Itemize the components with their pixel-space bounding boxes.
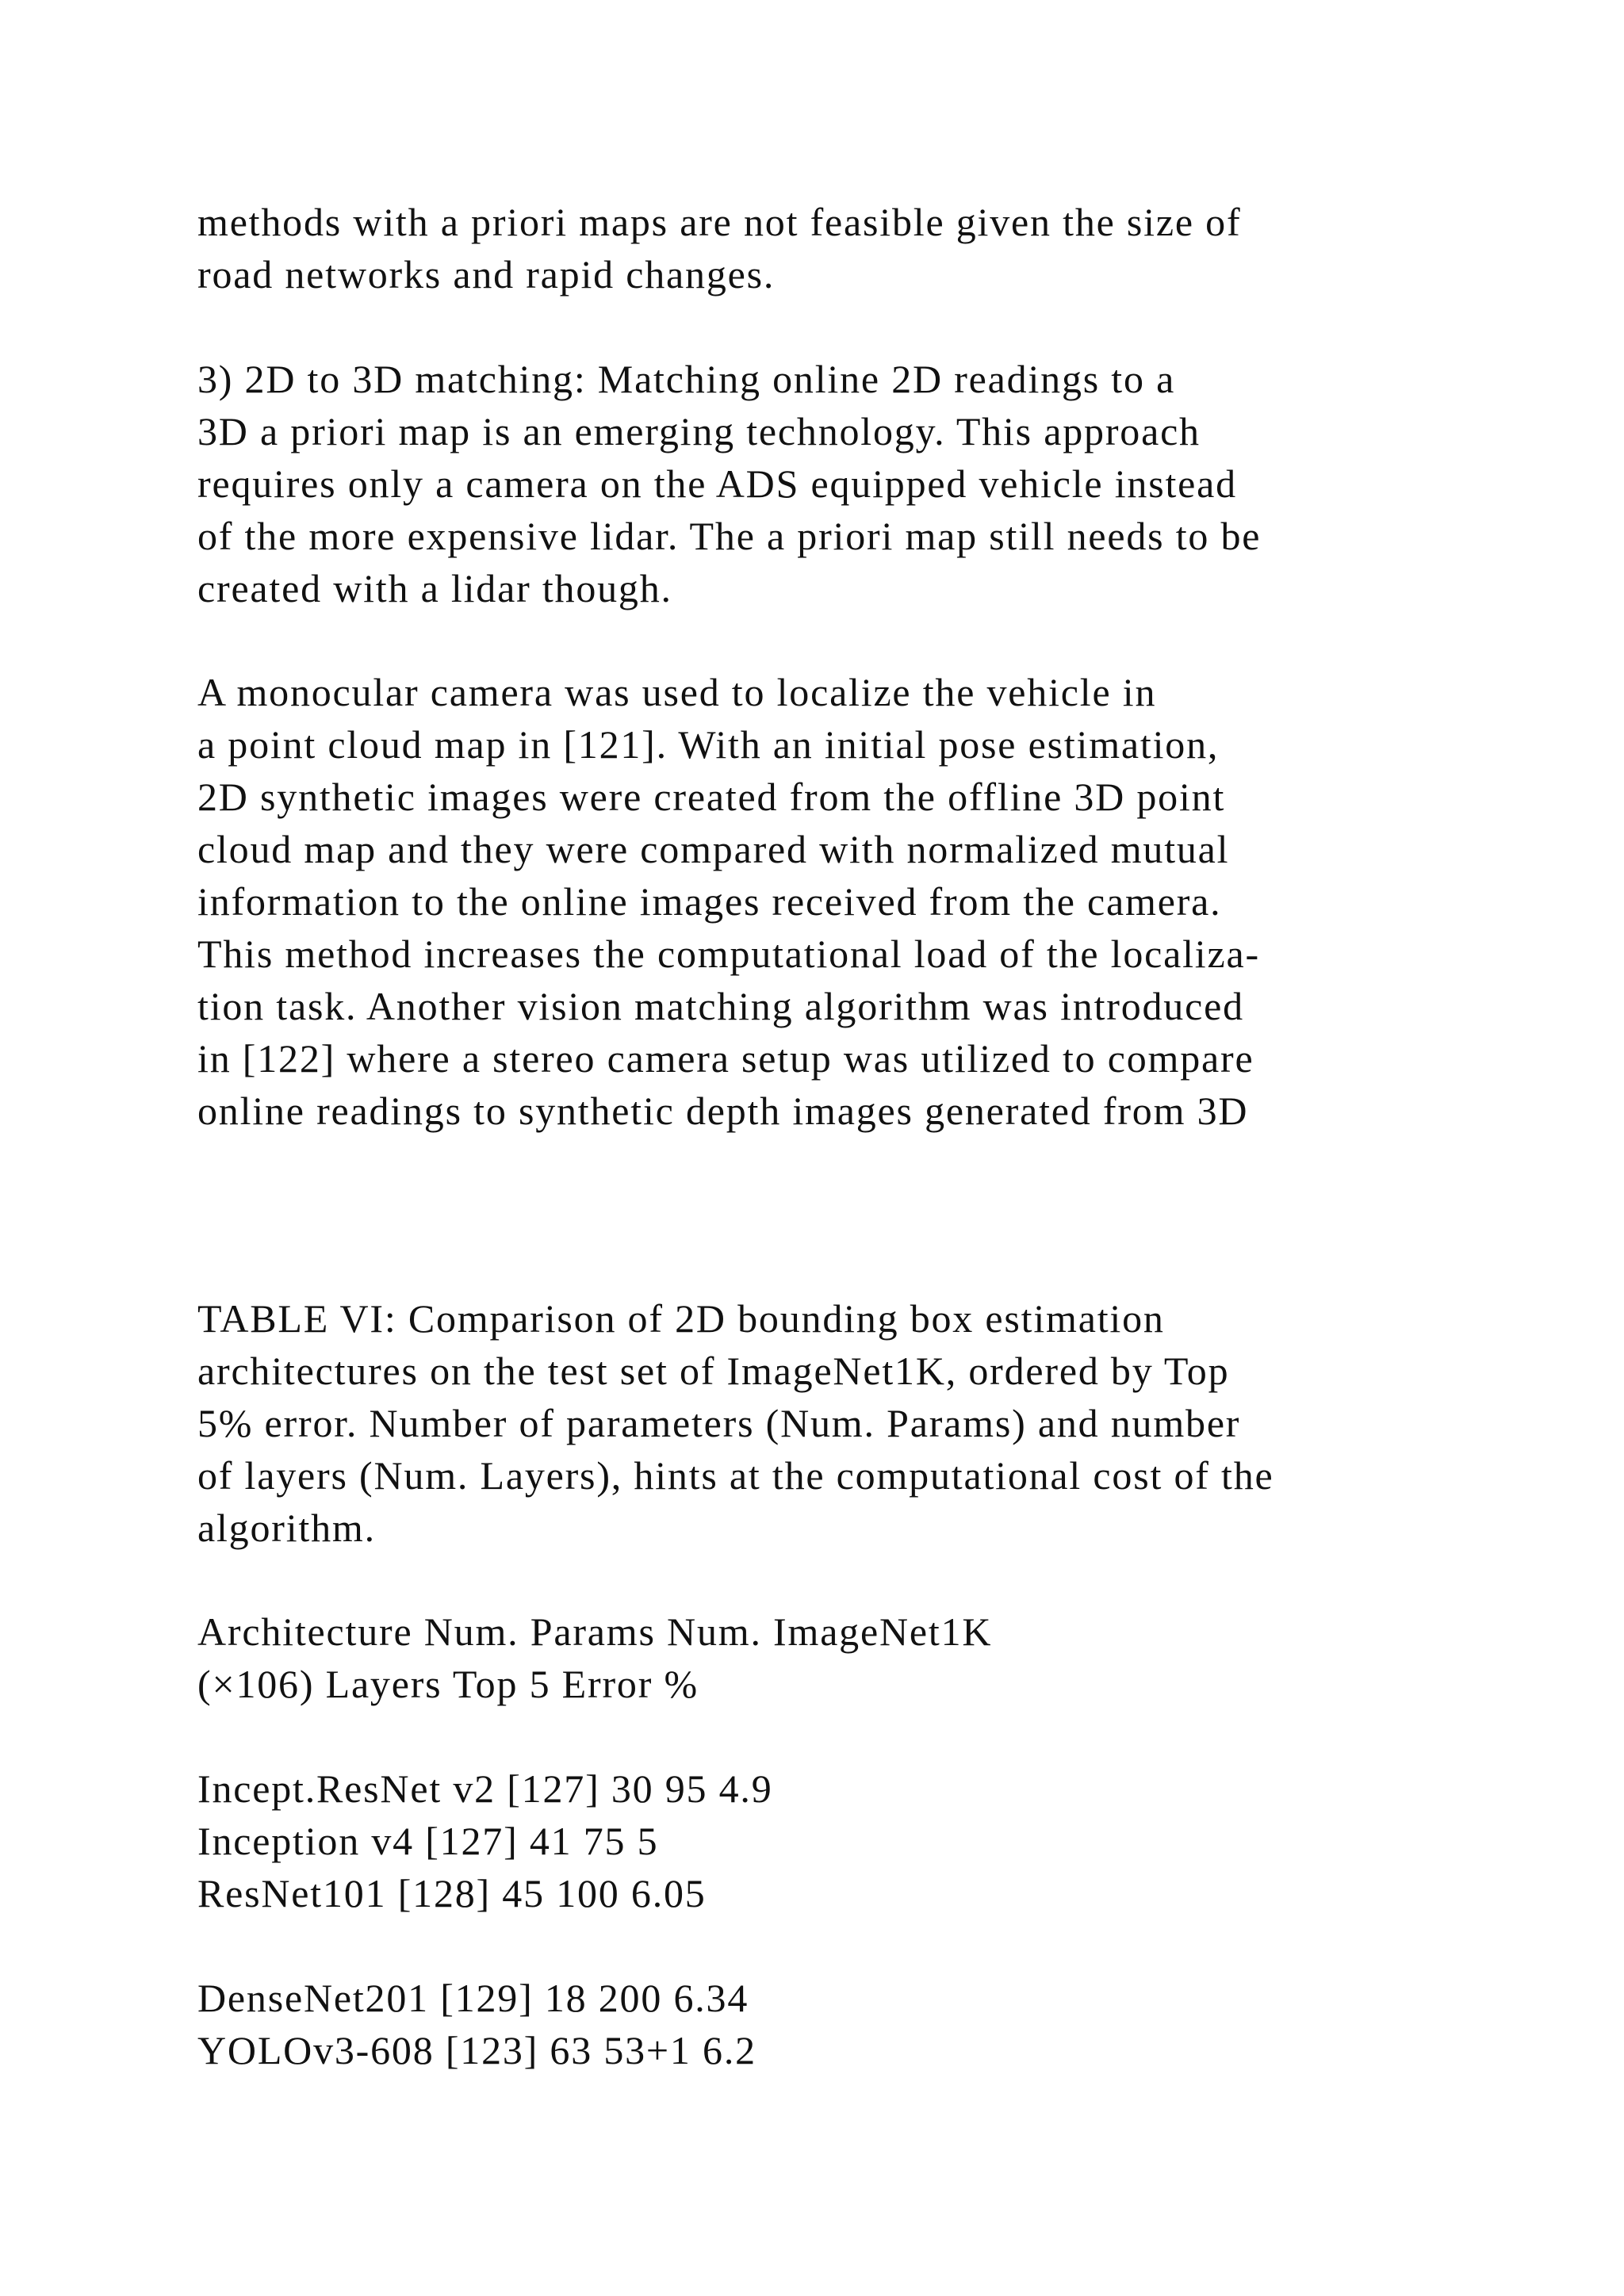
body-text-line: information to the online images received from the camera. bbox=[197, 879, 1222, 924]
table-row: ResNet101 [128] 45 100 6.05 bbox=[197, 1871, 707, 1915]
body-text-line: of the more expensive lidar. The a priori map still needs to be bbox=[197, 514, 1262, 558]
body-text-line: methods with a priori maps are not feasible given the size of bbox=[197, 200, 1242, 244]
body-text-line: created with a lidar though. bbox=[197, 566, 672, 610]
table-caption-line: of layers (Num. Layers), hints at the computational cost of the bbox=[197, 1453, 1274, 1498]
table-row: DenseNet201 [129] 18 200 6.34 bbox=[197, 1976, 749, 2020]
body-text-line: 3) 2D to 3D matching: Matching online 2D readings to a bbox=[197, 357, 1176, 401]
table-header-line: (×106) Layers Top 5 Error % bbox=[197, 1662, 699, 1706]
table-row: Incept.ResNet v2 [127] 30 95 4.9 bbox=[197, 1766, 773, 1811]
table-row: YOLOv3-608 [123] 63 53+1 6.2 bbox=[197, 2028, 756, 2072]
body-text-line: A monocular camera was used to localize the vehicle in bbox=[197, 670, 1157, 714]
body-text-line: road networks and rapid changes. bbox=[197, 252, 776, 297]
table-row: Inception v4 [127] 41 75 5 bbox=[197, 1819, 659, 1863]
body-text-line: in [122] where a stereo camera setup was utilized to compare bbox=[197, 1036, 1254, 1081]
body-text-line: 3D a priori map is an emerging technology. This approach bbox=[197, 409, 1201, 453]
table-caption-line: TABLE VI: Comparison of 2D bounding box estimation bbox=[197, 1296, 1165, 1341]
body-text-line: 2D synthetic images were created from the offline 3D point bbox=[197, 775, 1226, 819]
table-caption-line: architectures on the test set of ImageNet1K, ordered by Top bbox=[197, 1349, 1230, 1393]
body-text-line: tion task. Another vision matching algorithm was introduced bbox=[197, 984, 1244, 1028]
body-text-line: cloud map and they were compared with normalized mutual bbox=[197, 827, 1230, 871]
body-text-line: online readings to synthetic depth images generated from 3D bbox=[197, 1089, 1249, 1133]
body-text-line: This method increases the computational load of the localiza- bbox=[197, 932, 1260, 976]
body-text-line: requires only a camera on the ADS equipped vehicle instead bbox=[197, 461, 1237, 506]
table-header-line: Architecture Num. Params Num. ImageNet1K bbox=[197, 1609, 993, 1654]
body-text-line: a point cloud map in [121]. With an initial pose estimation, bbox=[197, 722, 1220, 767]
table-caption-line: algorithm. bbox=[197, 1506, 376, 1550]
table-caption-line: 5% error. Number of parameters (Num. Params) and number bbox=[197, 1401, 1241, 1445]
